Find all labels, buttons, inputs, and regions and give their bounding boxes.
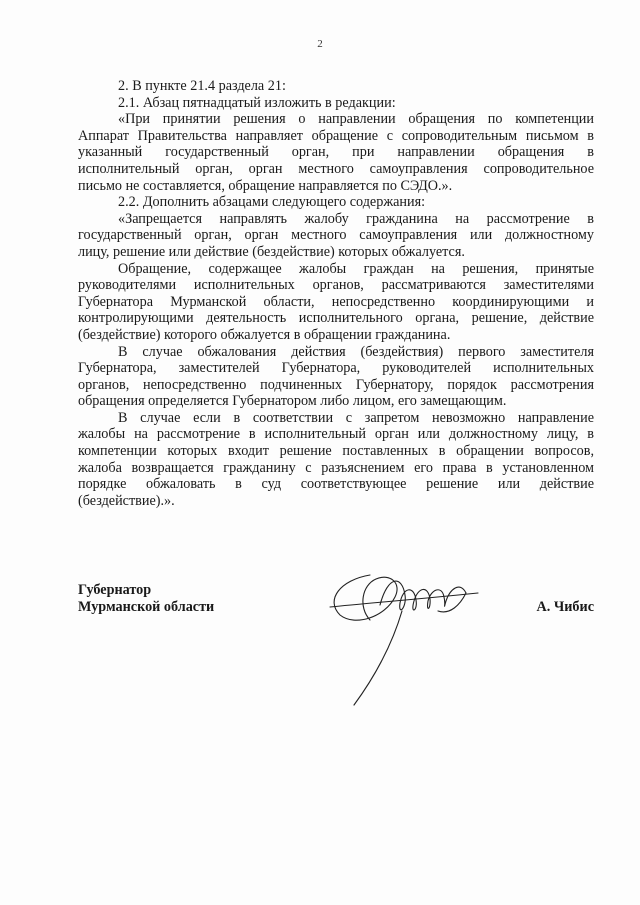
text-line: 2. В пункте 21.4 раздела 21: xyxy=(118,78,286,94)
text-line: Обращение, содержащее жалобы граждан на решения, принятые xyxy=(118,260,594,277)
text-line: письмо не составляется, обращение направляется по СЭДО.». xyxy=(78,177,453,194)
text-line: (бездействие).». xyxy=(78,492,175,509)
handwritten-signature xyxy=(310,545,490,725)
text-line: жалобы на рассмотрение в исполнительный орган или должностному лицу, в xyxy=(78,426,594,443)
text-line: Аппарат Правительства направляет обращение с сопроводительным письмом в xyxy=(78,127,594,144)
text-line: Губернатора, заместителей Губернатора, руководителей исполнительных xyxy=(78,360,594,377)
text-line: 2.1. Абзац пятнадцатый изложить в редакции: xyxy=(118,94,396,111)
text-line: органов, непосредственно подчиненных Губернатору, порядок рассмотрения xyxy=(78,376,594,393)
page-number: 2 xyxy=(317,38,323,50)
text-line: Губернатора Мурманской области, непосредственно координирующими и xyxy=(78,293,594,310)
signatory-name: А. Чибис xyxy=(536,599,594,615)
text-line: (бездействие) которого обжалуется в обращении гражданина. xyxy=(78,326,451,343)
text-line: контролирующими деятельность исполнительного органа, решение, действие xyxy=(78,310,594,327)
text-line: «При принятии решения о направлении обращения по компетенции xyxy=(118,111,594,128)
text-line: указанный государственный орган, при направлении обращения в xyxy=(78,144,594,161)
text-line: государственный орган, орган местного самоуправления или должностному xyxy=(78,227,594,244)
text-line: 2.2. Дополнить абзацами следующего содержания: xyxy=(118,194,426,211)
signatory-title: Губернатор xyxy=(78,582,152,598)
text-line: компетенции которых входит решение поставленных в обращении вопросов, xyxy=(78,443,594,460)
text-line: руководителями исполнительных органов, рассматриваются заместителями xyxy=(78,277,594,294)
text-line: В случае если в соответствии с запретом невозможно направление xyxy=(118,409,594,426)
text-line: В случае обжалования действия (бездействия) первого заместителя xyxy=(118,343,594,360)
text-line: обращения определяется Губернатором либо лицом, его замещающим. xyxy=(78,393,507,410)
signatory-position xyxy=(78,582,214,616)
text-line: порядке обжаловать в суд соответствующее решение или действие xyxy=(78,476,594,493)
text-line: жалоба возвращается гражданину с разъяснением его права в установленном xyxy=(78,459,594,476)
text-line: лицу, решение или действие (бездействие) которых обжалуется. xyxy=(78,243,465,260)
text-line: «Запрещается направлять жалобу гражданина на рассмотрение в xyxy=(118,210,594,227)
signatory-region: Мурманской области xyxy=(78,599,215,615)
document-body xyxy=(78,78,594,509)
text-line: исполнительный орган, орган местного самоуправления сопроводительное xyxy=(78,160,594,177)
